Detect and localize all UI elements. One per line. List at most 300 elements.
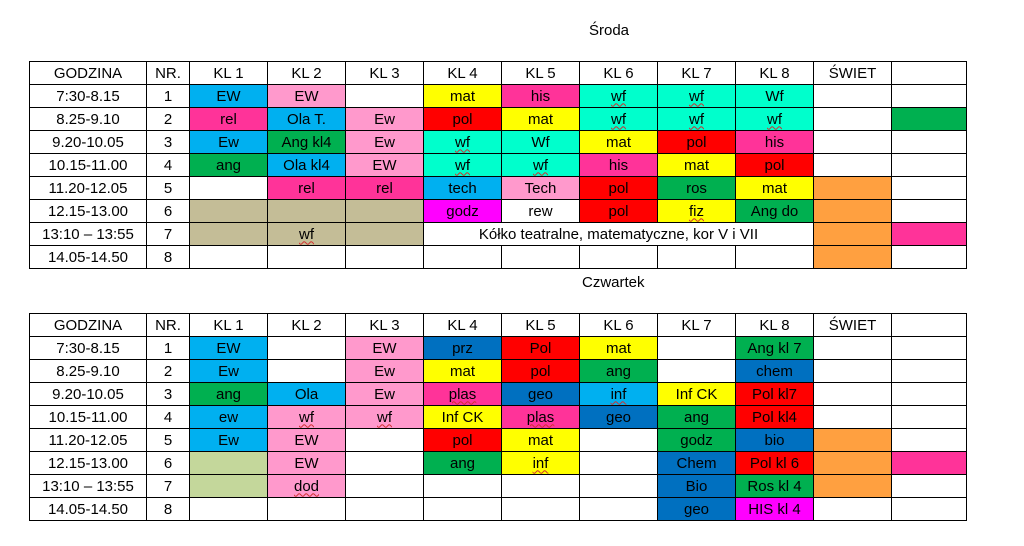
lesson-text: mat <box>449 362 475 380</box>
lesson-cell <box>190 85 268 108</box>
lesson-text: geo <box>527 385 554 403</box>
lesson-text: pol <box>608 179 629 197</box>
lesson-cell <box>346 475 424 498</box>
lesson-text: EW <box>216 87 241 105</box>
lesson-cell <box>580 360 658 383</box>
lesson-cell <box>190 498 268 521</box>
lesson-row <box>30 452 967 475</box>
lesson-text: Pol <box>529 339 552 357</box>
lesson-cell <box>892 498 967 521</box>
column-header: KL 4 <box>424 314 502 337</box>
lesson-number-cell: 4 <box>147 154 190 177</box>
lesson-cell <box>190 154 268 177</box>
time-cell: 13:10 – 13:55 <box>30 223 147 246</box>
lesson-text: mat <box>761 179 787 197</box>
lesson-text: Ang kl 7 <box>747 339 802 357</box>
lesson-text: fiz <box>689 202 704 220</box>
time-cell: 10.15-11.00 <box>30 406 147 429</box>
lesson-cell <box>658 475 736 498</box>
lesson-cell <box>346 498 424 521</box>
lesson-cell <box>736 452 814 475</box>
lesson-cell <box>814 360 892 383</box>
column-header: NR. <box>147 62 190 85</box>
lesson-cell <box>814 429 892 452</box>
lesson-cell <box>502 337 580 360</box>
lesson-text: his <box>764 133 785 151</box>
lesson-cell <box>268 223 346 246</box>
lesson-cell <box>892 223 967 246</box>
lesson-text: mat <box>527 431 553 449</box>
time-cell: 12.15-13.00 <box>30 200 147 223</box>
lesson-cell <box>580 498 658 521</box>
lesson-cell <box>892 177 967 200</box>
lesson-number-cell: 2 <box>147 108 190 131</box>
lesson-text: dod <box>293 477 320 495</box>
lesson-number-cell: 5 <box>147 429 190 452</box>
lesson-number-cell: 7 <box>147 475 190 498</box>
lesson-text: Ros kl 4 <box>747 477 802 495</box>
lesson-text: Ew <box>374 385 395 403</box>
lesson-text: mat <box>449 87 475 105</box>
column-header: GODZINA <box>30 314 147 337</box>
column-header: ŚWIET <box>814 62 892 85</box>
column-header: KL 3 <box>346 314 424 337</box>
lesson-cell <box>580 85 658 108</box>
lesson-text: Pol kl 6 <box>749 454 800 472</box>
lesson-cell <box>814 475 892 498</box>
lesson-text: Inf CK <box>675 385 718 403</box>
lesson-text: pol <box>452 431 473 449</box>
lesson-text: rel <box>220 110 237 128</box>
lesson-text: HIS kl 4 <box>748 500 801 518</box>
lesson-cell <box>814 108 892 131</box>
lesson-text: rew <box>528 202 553 220</box>
lesson-cell <box>268 452 346 475</box>
column-header: KL 1 <box>190 314 268 337</box>
lesson-number-cell: 6 <box>147 200 190 223</box>
lesson-cell <box>502 360 580 383</box>
lesson-cell <box>190 360 268 383</box>
lesson-cell <box>580 429 658 452</box>
lesson-text: tech <box>448 179 477 197</box>
lesson-cell <box>892 337 967 360</box>
lesson-row <box>30 429 967 452</box>
lesson-text: Chem <box>676 454 717 472</box>
lesson-cell <box>580 246 658 269</box>
lesson-cell <box>892 246 967 269</box>
lesson-text: wf <box>611 87 626 105</box>
lesson-cell <box>658 85 736 108</box>
lesson-row <box>30 108 967 131</box>
lesson-text: wf <box>377 408 392 426</box>
lesson-cell <box>268 360 346 383</box>
lesson-text: his <box>530 87 551 105</box>
lesson-cell <box>658 200 736 223</box>
lesson-cell <box>190 177 268 200</box>
lesson-row <box>30 498 967 521</box>
lesson-text: Ew <box>374 110 395 128</box>
lesson-text: Ola kl4 <box>283 156 330 174</box>
lesson-cell <box>658 406 736 429</box>
lesson-text: Pol kl7 <box>751 385 798 403</box>
time-cell: 14.05-14.50 <box>30 498 147 521</box>
lesson-text: Ew <box>218 362 239 380</box>
lesson-cell <box>658 177 736 200</box>
lesson-text: rel <box>376 179 393 197</box>
lesson-text: wf <box>299 408 314 426</box>
lesson-text: Kółko teatralne, matematyczne, kor V i VII <box>478 225 759 243</box>
lesson-cell <box>424 498 502 521</box>
lesson-text: chem <box>756 362 793 380</box>
lesson-cell <box>346 406 424 429</box>
lesson-cell <box>424 246 502 269</box>
column-header <box>892 314 967 337</box>
lesson-text: pol <box>530 362 551 380</box>
lesson-row <box>30 200 967 223</box>
lesson-row <box>30 177 967 200</box>
lesson-cell <box>736 85 814 108</box>
lesson-cell <box>190 452 268 475</box>
column-header: KL 2 <box>268 314 346 337</box>
time-cell: 7:30-8.15 <box>30 337 147 360</box>
lesson-cell <box>346 337 424 360</box>
lesson-text: ang <box>683 408 710 426</box>
lesson-cell <box>268 337 346 360</box>
lesson-row <box>30 131 967 154</box>
lesson-cell <box>814 498 892 521</box>
lesson-text: ang <box>215 385 242 403</box>
lesson-cell <box>892 200 967 223</box>
lesson-cell <box>190 475 268 498</box>
lesson-cell <box>658 154 736 177</box>
column-header <box>892 62 967 85</box>
lesson-cell <box>658 360 736 383</box>
column-header: KL 6 <box>580 62 658 85</box>
lesson-cell <box>502 246 580 269</box>
lesson-cell <box>892 360 967 383</box>
lesson-text: mat <box>683 156 709 174</box>
lesson-cell <box>190 131 268 154</box>
lesson-text: wf <box>533 156 548 174</box>
lesson-text: his <box>608 156 629 174</box>
lesson-row <box>30 337 967 360</box>
lesson-cell <box>736 246 814 269</box>
lesson-number-cell: 5 <box>147 177 190 200</box>
lesson-text: mat <box>527 110 553 128</box>
lesson-row <box>30 383 967 406</box>
lesson-cell <box>892 406 967 429</box>
lesson-text: EW <box>372 156 397 174</box>
lesson-text: plas <box>448 385 477 403</box>
lesson-cell <box>346 360 424 383</box>
lesson-number-cell: 1 <box>147 337 190 360</box>
lesson-cell <box>580 337 658 360</box>
lesson-text: Wf <box>765 87 784 105</box>
timetable-czwartek <box>29 313 967 521</box>
lesson-cell <box>268 475 346 498</box>
column-header: KL 7 <box>658 314 736 337</box>
lesson-cell <box>892 85 967 108</box>
column-header: KL 1 <box>190 62 268 85</box>
lesson-cell <box>502 452 580 475</box>
lesson-cell <box>580 406 658 429</box>
lesson-cell <box>658 498 736 521</box>
time-cell: 11.20-12.05 <box>30 177 147 200</box>
lesson-cell <box>268 131 346 154</box>
lesson-cell <box>736 383 814 406</box>
lesson-cell <box>424 154 502 177</box>
lesson-cell <box>814 246 892 269</box>
lesson-text: ros <box>686 179 707 197</box>
lesson-cell <box>736 406 814 429</box>
lesson-number-cell: 4 <box>147 406 190 429</box>
lesson-cell <box>736 200 814 223</box>
lesson-cell <box>268 246 346 269</box>
lesson-cell <box>424 200 502 223</box>
time-cell: 12.15-13.00 <box>30 452 147 475</box>
lesson-cell <box>736 154 814 177</box>
lesson-cell <box>814 383 892 406</box>
lesson-text: EW <box>216 339 241 357</box>
lesson-text: Wf <box>531 133 550 151</box>
time-cell: 9.20-10.05 <box>30 131 147 154</box>
lesson-cell <box>268 200 346 223</box>
lesson-text: Inf CK <box>441 408 484 426</box>
column-header: KL 3 <box>346 62 424 85</box>
lesson-cell <box>424 475 502 498</box>
lesson-cell <box>346 131 424 154</box>
lesson-cell <box>580 108 658 131</box>
lesson-text: wf <box>299 225 314 243</box>
lesson-cell <box>268 498 346 521</box>
lesson-cell <box>346 154 424 177</box>
lesson-cell <box>892 383 967 406</box>
lesson-cell <box>424 85 502 108</box>
lesson-text: wf <box>455 156 470 174</box>
lesson-cell <box>346 246 424 269</box>
lesson-cell <box>814 200 892 223</box>
lesson-cell <box>892 108 967 131</box>
lesson-cell <box>190 429 268 452</box>
lesson-text: EW <box>294 431 319 449</box>
lesson-cell <box>346 429 424 452</box>
time-cell: 14.05-14.50 <box>30 246 147 269</box>
lesson-cell <box>424 452 502 475</box>
column-header: KL 5 <box>502 314 580 337</box>
lesson-text: ang <box>605 362 632 380</box>
lesson-text: wf <box>689 87 704 105</box>
time-cell: 7:30-8.15 <box>30 85 147 108</box>
day-title-sroda: Środa <box>589 22 630 39</box>
lesson-cell <box>658 452 736 475</box>
lesson-cell <box>736 177 814 200</box>
lesson-text: Pol kl4 <box>751 408 798 426</box>
lesson-cell <box>346 85 424 108</box>
lesson-cell <box>892 429 967 452</box>
lesson-cell <box>190 108 268 131</box>
lesson-text: rel <box>298 179 315 197</box>
lesson-cell <box>346 108 424 131</box>
lesson-text: prz <box>452 339 473 357</box>
header-row <box>30 314 967 337</box>
lesson-cell <box>190 246 268 269</box>
lesson-cell <box>658 246 736 269</box>
lesson-cell <box>268 85 346 108</box>
lesson-row <box>30 360 967 383</box>
lesson-cell <box>658 131 736 154</box>
lesson-cell <box>580 177 658 200</box>
lesson-cell <box>736 337 814 360</box>
lesson-text: Ang kl4 <box>281 133 332 151</box>
lesson-cell <box>892 154 967 177</box>
timetable-sroda <box>29 61 967 269</box>
lesson-number-cell: 2 <box>147 360 190 383</box>
lesson-cell <box>268 177 346 200</box>
time-cell: 8.25-9.10 <box>30 108 147 131</box>
lesson-row <box>30 223 967 246</box>
lesson-cell <box>502 475 580 498</box>
lesson-cell <box>892 475 967 498</box>
lesson-text: pol <box>686 133 707 151</box>
column-header: GODZINA <box>30 62 147 85</box>
column-header: KL 8 <box>736 62 814 85</box>
lesson-cell <box>424 108 502 131</box>
lesson-cell <box>502 131 580 154</box>
lesson-text: wf <box>455 133 470 151</box>
lesson-cell <box>502 177 580 200</box>
lesson-row <box>30 154 967 177</box>
time-cell: 13:10 – 13:55 <box>30 475 147 498</box>
lesson-cell <box>502 383 580 406</box>
lesson-text: plas <box>526 408 555 426</box>
lesson-cell <box>502 406 580 429</box>
lesson-text: EW <box>372 339 397 357</box>
lesson-cell <box>268 383 346 406</box>
lesson-cell <box>580 154 658 177</box>
lesson-cell <box>424 360 502 383</box>
lesson-cell <box>814 154 892 177</box>
lesson-cell <box>268 108 346 131</box>
lesson-number-cell: 7 <box>147 223 190 246</box>
lesson-text: EW <box>294 87 319 105</box>
lesson-cell <box>736 131 814 154</box>
lesson-number-cell: 3 <box>147 383 190 406</box>
column-header: KL 4 <box>424 62 502 85</box>
lesson-cell <box>580 452 658 475</box>
lesson-cell <box>424 131 502 154</box>
column-header: KL 6 <box>580 314 658 337</box>
lesson-text: wf <box>689 110 704 128</box>
column-header: ŚWIET <box>814 314 892 337</box>
lesson-text: pol <box>452 110 473 128</box>
time-cell: 8.25-9.10 <box>30 360 147 383</box>
lesson-cell <box>268 154 346 177</box>
lesson-text: wf <box>767 110 782 128</box>
lesson-text: EW <box>294 454 319 472</box>
lesson-cell <box>580 475 658 498</box>
lesson-cell <box>736 475 814 498</box>
column-header: KL 7 <box>658 62 736 85</box>
lesson-text: Ola T. <box>287 110 326 128</box>
lesson-cell <box>424 337 502 360</box>
lesson-number-cell: 3 <box>147 131 190 154</box>
lesson-text: Tech <box>524 179 557 197</box>
header-row <box>30 62 967 85</box>
column-header: NR. <box>147 314 190 337</box>
lesson-row <box>30 246 967 269</box>
lesson-cell <box>814 452 892 475</box>
lesson-text: mat <box>605 133 631 151</box>
lesson-text: ang <box>215 156 242 174</box>
lesson-cell <box>424 406 502 429</box>
lesson-cell <box>190 337 268 360</box>
column-header: KL 2 <box>268 62 346 85</box>
lesson-text: geo <box>605 408 632 426</box>
lesson-cell <box>736 360 814 383</box>
lesson-cell <box>736 429 814 452</box>
time-cell: 9.20-10.05 <box>30 383 147 406</box>
lesson-text: Ew <box>374 362 395 380</box>
lesson-text: wf <box>611 110 626 128</box>
lesson-cell <box>502 200 580 223</box>
lesson-cell <box>190 383 268 406</box>
lesson-text: inf <box>610 385 627 403</box>
lesson-cell <box>346 452 424 475</box>
lesson-cell <box>268 429 346 452</box>
lesson-row <box>30 406 967 429</box>
lesson-text: godz <box>446 202 479 220</box>
lesson-cell <box>892 131 967 154</box>
lesson-text: bio <box>764 431 785 449</box>
lesson-text: Ew <box>374 133 395 151</box>
lesson-number-cell: 1 <box>147 85 190 108</box>
lesson-text: geo <box>683 500 710 518</box>
lesson-cell <box>814 131 892 154</box>
lesson-cell <box>502 85 580 108</box>
lesson-cell <box>190 223 268 246</box>
lesson-cell <box>814 406 892 429</box>
lesson-text: inf <box>532 454 549 472</box>
lesson-cell <box>658 429 736 452</box>
lesson-cell <box>346 223 424 246</box>
lesson-cell <box>346 383 424 406</box>
lesson-cell <box>424 177 502 200</box>
lesson-cell <box>580 131 658 154</box>
lesson-cell <box>424 223 814 246</box>
lesson-cell <box>658 383 736 406</box>
lesson-cell <box>502 108 580 131</box>
lesson-cell <box>424 429 502 452</box>
day-title-czwartek: Czwartek <box>582 274 645 291</box>
lesson-text: pol <box>608 202 629 220</box>
lesson-text: ew <box>218 408 239 426</box>
lesson-cell <box>190 200 268 223</box>
lesson-text: godz <box>680 431 713 449</box>
lesson-cell <box>658 108 736 131</box>
lesson-text: Ola <box>294 385 319 403</box>
column-header: KL 5 <box>502 62 580 85</box>
column-header: KL 8 <box>736 314 814 337</box>
lesson-cell <box>190 406 268 429</box>
lesson-text: mat <box>605 339 631 357</box>
lesson-cell <box>814 337 892 360</box>
lesson-number-cell: 8 <box>147 498 190 521</box>
lesson-cell <box>580 200 658 223</box>
lesson-cell <box>502 498 580 521</box>
time-cell: 10.15-11.00 <box>30 154 147 177</box>
lesson-number-cell: 8 <box>147 246 190 269</box>
lesson-cell <box>502 154 580 177</box>
